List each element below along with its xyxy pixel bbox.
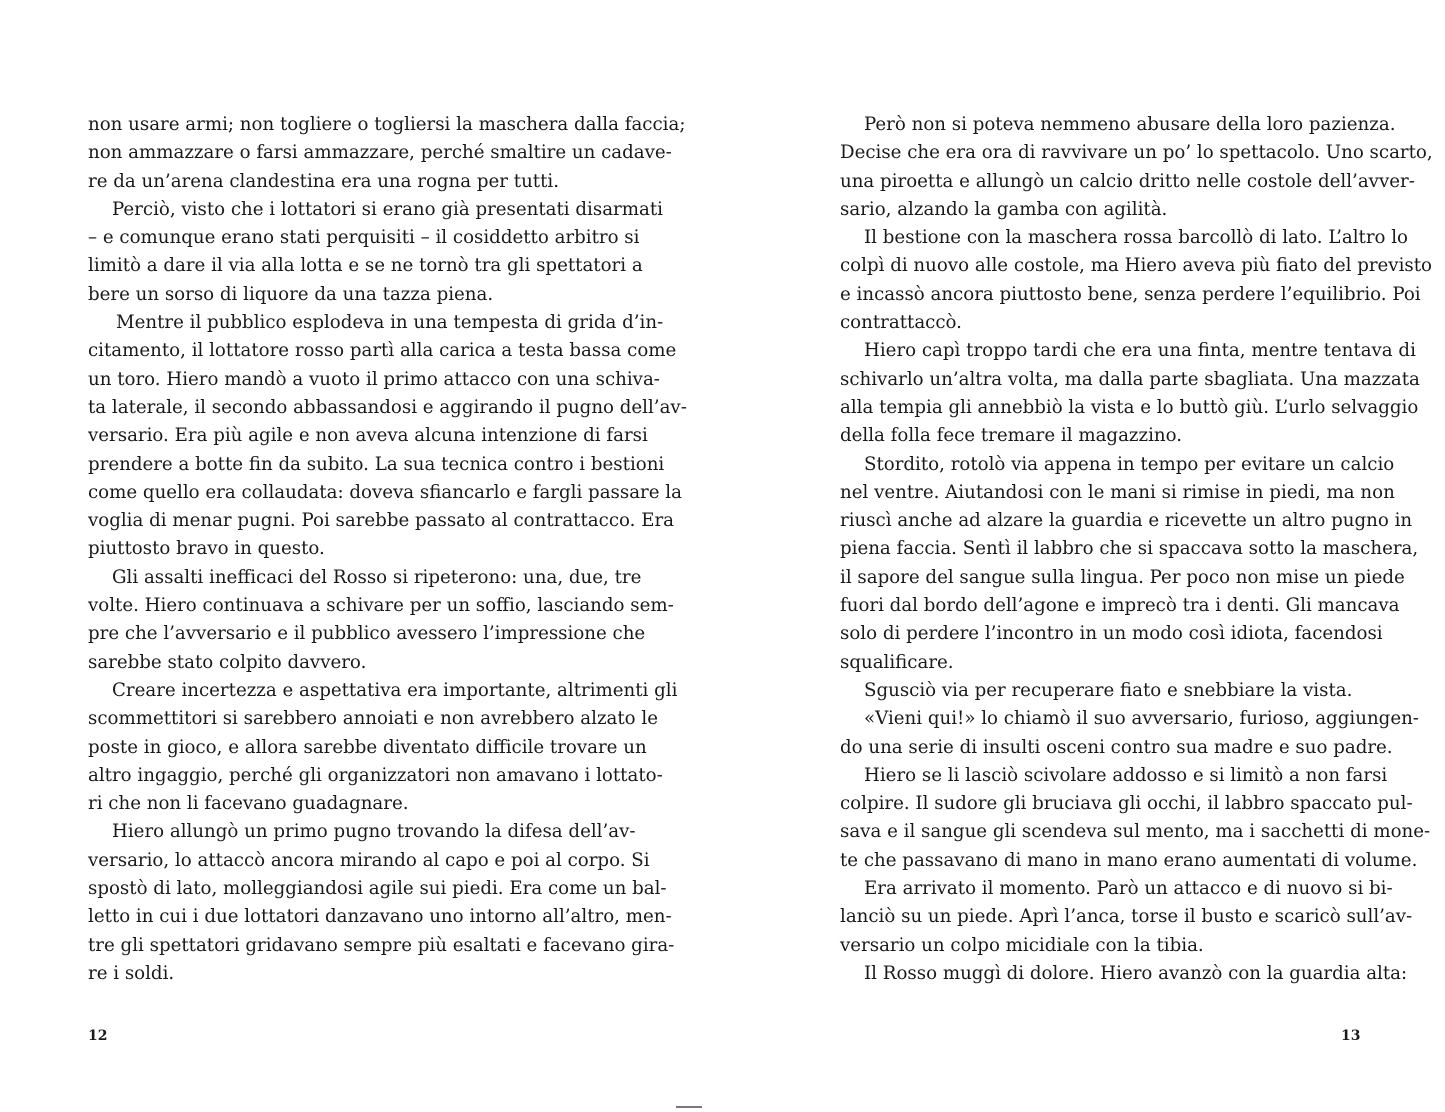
- text-line: colpire. Il sudore gli bruciava gli occhi, il labbro spaccato pul-: [840, 793, 1413, 815]
- text-line: tre gli spettatori gridavano sempre più esaltati e facevano gira-: [88, 934, 675, 956]
- text-line: Sgusciò via per recuperare fiato e snebbiare la vista.: [864, 679, 1353, 701]
- text-line: Il bestione con la maschera rossa barcollò di lato. L’altro lo: [864, 227, 1409, 249]
- text-line: voglia di menar pugni. Poi sarebbe passato al contrattacco. Era: [88, 510, 675, 532]
- text-line: ri che non li facevano guadagnare.: [88, 793, 409, 815]
- text-line: do una serie di insulti osceni contro sua madre e suo padre.: [840, 736, 1393, 758]
- text-line: pre che l’avversario e il pubblico avessero l’impressione che: [88, 623, 646, 645]
- text-line: contrattaccò.: [840, 312, 962, 334]
- text-line: versario un colpo micidiale con la tibia.: [840, 934, 1204, 956]
- text-line: lanciò su un piede. Aprì l’anca, torse il busto e scaricò sull’av-: [840, 906, 1413, 928]
- text-line: Il Rosso muggì di dolore. Hiero avanzò con la guardia alta:: [864, 962, 1408, 984]
- text-line: alla tempia gli annebbiò la vista e lo buttò giù. L’urlo selvaggio: [840, 396, 1419, 418]
- text-line: come quello era collaudata: doveva sfiancarlo e fargli passare la: [88, 481, 682, 503]
- right-page-number: 13: [1341, 1028, 1361, 1044]
- text-line: Hiero allungò un primo pugno trovando la difesa dell’av-: [112, 821, 636, 843]
- page-divider-mark: [676, 1106, 702, 1108]
- text-line: volte. Hiero continuava a schivare per un soffio, lasciando sem-: [88, 595, 674, 617]
- text-line: un toro. Hiero mandò a vuoto il primo attacco con una schiva-: [88, 368, 660, 390]
- text-line: Creare incertezza e aspettativa era importante, altrimenti gli: [112, 679, 678, 701]
- text-line: scommettitori si sarebbero annoiati e non avrebbero alzato le: [88, 708, 658, 730]
- text-line: solo di perdere l’incontro in un modo così idiota, facendosi: [840, 623, 1383, 645]
- text-line: piuttosto bravo in questo.: [88, 538, 325, 560]
- text-line: una piroetta e allungò un calcio dritto nelle costole dell’avver-: [840, 170, 1415, 192]
- text-line: Però non si poteva nemmeno abusare della loro pazienza.: [864, 114, 1396, 135]
- text-line: colpì di nuovo alle costole, ma Hiero aveva più fiato del previsto: [840, 255, 1432, 277]
- text-line: ta laterale, il secondo abbassandosi e aggirando il pugno dell’av-: [88, 396, 687, 418]
- text-line: Gli assalti inefficaci del Rosso si ripeterono: una, due, tre: [112, 566, 642, 588]
- left-page-number: 12: [88, 1028, 108, 1044]
- text-line: il sapore del sangue sulla lingua. Per poco non mise un piede: [840, 566, 1405, 588]
- text-line: Mentre il pubblico esplodeva in una tempesta di grida d’in-: [116, 312, 664, 334]
- text-line: squalificare.: [840, 651, 954, 673]
- text-line: sarebbe stato colpito davvero.: [88, 651, 367, 673]
- right-page-text: [840, 111, 1433, 988]
- text-line: nel ventre. Aiutandosi con le mani si rimise in piedi, ma non: [840, 481, 1395, 503]
- text-line: non usare armi; non togliere o togliersi la maschera dalla faccia;: [88, 114, 686, 135]
- text-line: Hiero se li lasciò scivolare addosso e si limitò a non farsi: [864, 764, 1388, 786]
- text-line: bere un sorso di liquore da una tazza piena.: [88, 283, 494, 305]
- text-line: re da un’arena clandestina era una rogna per tutti.: [88, 170, 559, 192]
- text-line: poste in gioco, e allora sarebbe diventato difficile trovare un: [88, 736, 647, 758]
- text-line: della folla fece tremare il magazzino.: [840, 425, 1183, 447]
- text-line: altro ingaggio, perché gli organizzatori non amavano i lottato-: [88, 764, 663, 786]
- text-line: – e comunque erano stati perquisiti – il cosiddetto arbitro si: [88, 227, 640, 249]
- text-line: spostò di lato, molleggiandosi agile sui piedi. Era come un bal-: [88, 878, 667, 900]
- text-line: sava e il sangue gli scendeva sul mento, ma i sacchetti di mone-: [840, 821, 1431, 843]
- text-line: piena faccia. Sentì il labbro che si spaccava sotto la maschera,: [840, 538, 1419, 560]
- text-line: «Vieni qui!» lo chiamò il suo avversario, furioso, aggiungen-: [864, 708, 1419, 730]
- text-line: te che passavano di mano in mano erano aumentati di volume.: [840, 849, 1418, 871]
- text-line: riuscì anche ad alzare la guardia e ricevette un altro pugno in: [840, 510, 1413, 532]
- text-line: letto in cui i due lottatori danzavano uno intorno all’altro, men-: [88, 906, 672, 928]
- left-page-text: [88, 111, 687, 988]
- text-line: fuori dal bordo dell’agone e imprecò tra i denti. Gli mancava: [840, 595, 1400, 617]
- text-line: versario. Era più agile e non aveva alcuna intenzione di farsi: [88, 425, 648, 447]
- text-line: versario, lo attaccò ancora mirando al capo e poi al corpo. Si: [88, 849, 650, 871]
- text-line: sario, alzando la gamba con agilità.: [840, 198, 1168, 220]
- text-line: Decise che era ora di ravvivare un po’ lo spettacolo. Uno scarto,: [840, 142, 1433, 164]
- text-line: prendere a botte fin da subito. La sua tecnica contro i bestioni: [88, 453, 665, 475]
- text-line: Era arrivato il momento. Parò un attacco e di nuovo si bi-: [864, 878, 1393, 900]
- text-line: Perciò, visto che i lottatori si erano già presentati disarmati: [112, 198, 663, 220]
- text-line: limitò a dare il via alla lotta e se ne tornò tra gli spettatori a: [88, 255, 643, 277]
- text-line: Hiero capì troppo tardi che era una finta, mentre tentava di: [864, 340, 1416, 362]
- text-line: schivarlo un’altra volta, ma dalla parte sbagliata. Una mazzata: [840, 368, 1420, 390]
- text-line: re i soldi.: [88, 962, 175, 984]
- text-line: e incassò ancora piuttosto bene, senza perdere l’equilibrio. Poi: [840, 283, 1421, 305]
- text-line: non ammazzare o farsi ammazzare, perché smaltire un cadave-: [88, 142, 672, 164]
- text-line: citamento, il lottatore rosso partì alla carica a testa bassa come: [88, 340, 677, 362]
- text-line: Stordito, rotolò via appena in tempo per evitare un calcio: [864, 453, 1395, 475]
